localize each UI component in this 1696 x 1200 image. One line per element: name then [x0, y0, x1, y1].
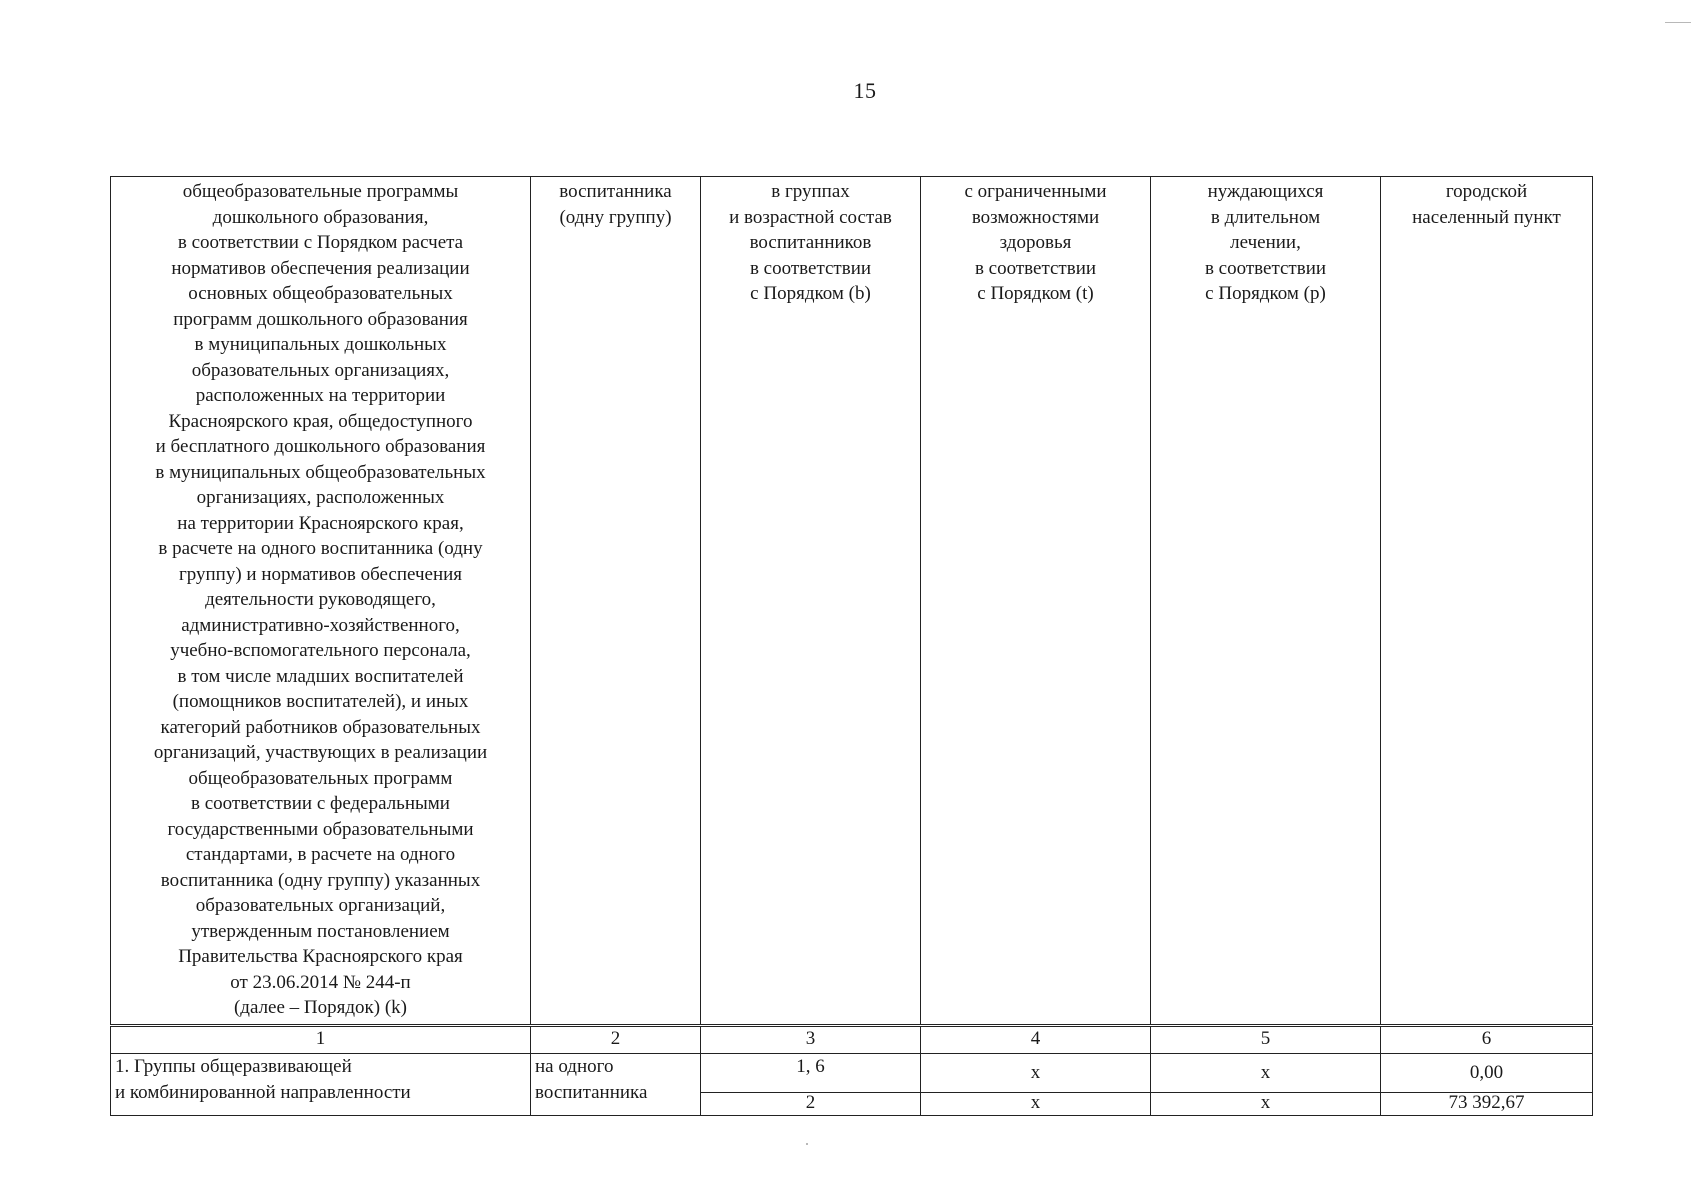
scan-speck: [806, 1143, 808, 1145]
cell-age-groups: 1, 6: [701, 1054, 921, 1093]
group-name: 1. Группы общеразвивающей и комбинированной направленности: [111, 1054, 531, 1116]
normative-table: [110, 176, 1593, 1116]
header-cell-disabilities: с ограниченными возможностями здоровья в соответствии с Порядком (t): [921, 177, 1151, 1026]
cell-disabilities: х: [921, 1054, 1151, 1093]
header-cell-groups-age: в группах и возрастной состав воспитанников в соответствии с Порядком (b): [701, 177, 921, 1026]
column-number: 2: [531, 1026, 701, 1054]
cell-value: 73 392,67: [1381, 1093, 1593, 1116]
unit-label: на одного воспитанника: [531, 1054, 701, 1116]
column-number: 3: [701, 1026, 921, 1054]
header-cell-long-treatment: нуждающихся в длительном лечении, в соответствии с Порядком (p): [1151, 177, 1381, 1026]
column-number: 4: [921, 1026, 1151, 1054]
cell-long-treatment: х: [1151, 1093, 1381, 1116]
cell-value: 0,00: [1381, 1054, 1593, 1093]
scan-speck: [1665, 22, 1691, 23]
table-header-row: [111, 177, 1593, 1026]
column-number: 6: [1381, 1026, 1593, 1054]
cell-long-treatment: х: [1151, 1054, 1381, 1093]
table-row: [111, 1054, 1593, 1093]
cell-age-groups: 2: [701, 1093, 921, 1116]
header-cell-order: общеобразовательные программы дошкольного образования, в соответствии с Порядком расчета нормативов обеспечения реализации основных общеобразовательных программ дошкольного образования в муниципальных дошкольных образовательных организациях, расположенных на территории Красноярского края, общедоступного и бесплатного дошкольного образования в муниципальных общеобразовательных организациях, расположенных на территории Красноярского края, в расчете на одного воспитанника (одну группу) и нормативов обеспечения деятельности руководящего, административно-хозяйственного, учебно-вспомогательного персонала, в том числе младших воспитателей (помощников воспитателей), и иных категорий работников образовательных организаций, участвующих в реализации общеобразовательных программ в соответствии с федеральными государственными образовательными стандартами, в расчете на одного воспитанника (одну группу) указанных образовательных организаций, утвержденным постановлением Правительства Красноярского края от 23.06.2014 № 244-п (далее – Порядок) (k): [111, 177, 531, 1026]
header-cell-per-pupil: воспитанника (одну группу): [531, 177, 701, 1026]
page-number: 15: [853, 78, 877, 103]
column-number: 5: [1151, 1026, 1381, 1054]
column-number-row: [111, 1026, 1593, 1054]
column-number: 1: [111, 1026, 531, 1054]
cell-disabilities: х: [921, 1093, 1151, 1116]
header-cell-urban-settlement: городской населенный пункт: [1381, 177, 1593, 1026]
